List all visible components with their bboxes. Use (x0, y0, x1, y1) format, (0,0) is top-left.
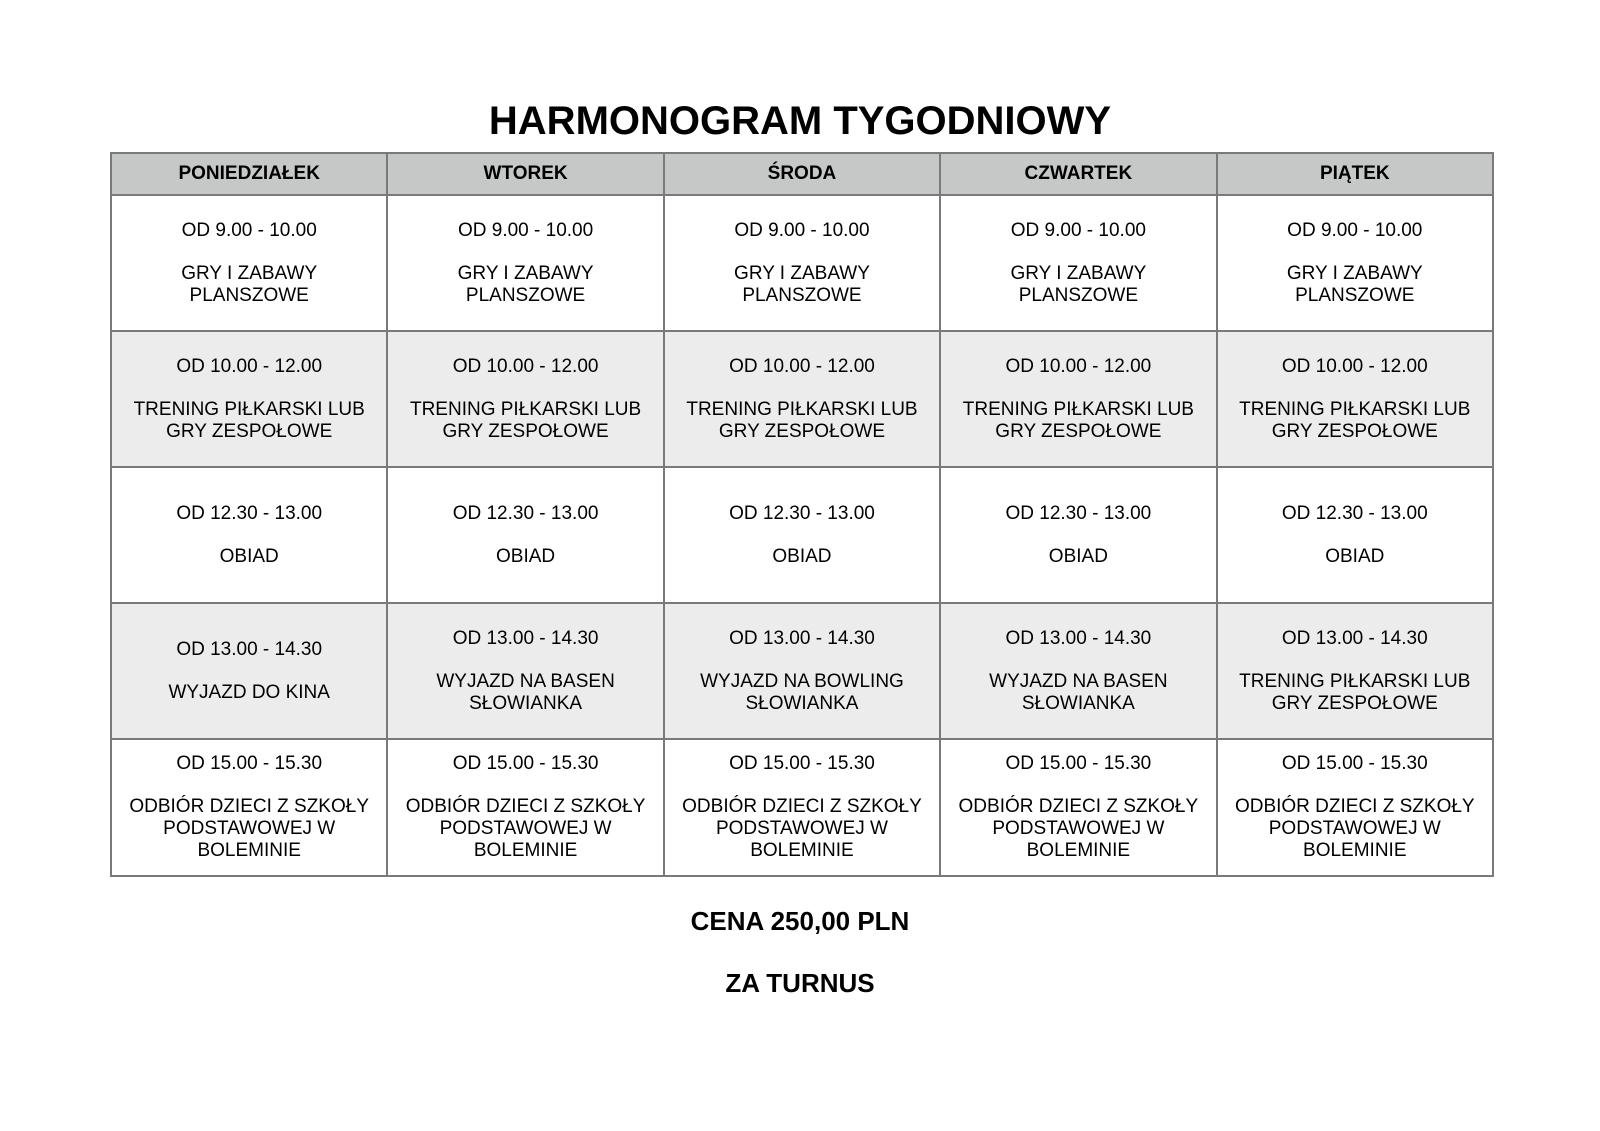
activity-name: OBIAD (496, 545, 556, 567)
activity-name: WYJAZD NA BASEN SŁOWIANKA (989, 670, 1168, 714)
activity-name: TRENING PIŁKARSKI LUB GRY ZESPOŁOWE (686, 398, 918, 442)
schedule-cell-monday (111, 195, 387, 331)
activity-name: GRY I ZABAWY PLANSZOWE (181, 262, 318, 306)
schedule-cell-thursday (940, 739, 1216, 876)
activity-name: GRY I ZABAWY PLANSZOWE (1286, 262, 1423, 306)
schedule-cell-tuesday (387, 467, 663, 603)
price-period: ZA TURNUS (725, 968, 875, 998)
time-slot: OD 9.00 - 10.00 (457, 219, 594, 241)
schedule-cell-tuesday (387, 603, 663, 739)
time-slot: OD 12.30 - 13.00 (452, 502, 599, 524)
time-slot: OD 10.00 - 12.00 (176, 355, 323, 377)
activity-name: OBIAD (219, 545, 279, 567)
day-header-tuesday: WTOREK (387, 153, 663, 195)
schedule-cell-thursday (940, 467, 1216, 603)
activity-name: ODBIÓR DZIECI Z SZKOŁY PODSTAWOWEJ W BOLEMINIE (1234, 796, 1475, 861)
time-slot: OD 9.00 - 10.00 (181, 219, 317, 241)
time-slot: OD 15.00 - 15.30 (729, 753, 875, 774)
time-slot: OD 9.00 - 10.00 (734, 219, 870, 241)
schedule-cell-thursday (940, 603, 1216, 739)
schedule-cell-friday (1217, 739, 1493, 876)
table-row (111, 467, 1493, 603)
time-slot: OD 9.00 - 10.00 (1010, 219, 1146, 241)
time-slot: OD 12.30 - 13.00 (1281, 502, 1428, 524)
activity-name: WYJAZD NA BASEN SŁOWIANKA (436, 670, 615, 714)
schedule-cell-friday (1217, 467, 1493, 603)
price-amount: CENA 250,00 PLN (690, 906, 910, 936)
schedule-cell-tuesday (387, 195, 663, 331)
time-slot: OD 15.00 - 15.30 (1281, 753, 1428, 774)
time-slot: OD 13.00 - 14.30 (452, 627, 599, 649)
time-slot: OD 15.00 - 15.30 (452, 753, 599, 774)
activity-name: WYJAZD NA BOWLING SŁOWIANKA (700, 670, 904, 714)
time-slot: OD 13.00 - 14.30 (1281, 627, 1428, 649)
time-slot: OD 9.00 - 10.00 (1287, 219, 1423, 241)
activity-name: WYJAZD DO KINA (168, 681, 330, 703)
table-row (111, 739, 1493, 876)
activity-name: TRENING PIŁKARSKI LUB GRY ZESPOŁOWE (1239, 670, 1471, 714)
activity-name: OBIAD (1048, 545, 1108, 567)
time-slot: OD 15.00 - 15.30 (1005, 753, 1152, 774)
activity-name: TRENING PIŁKARSKI LUB GRY ZESPOŁOWE (409, 398, 642, 442)
activity-name: TRENING PIŁKARSKI LUB GRY ZESPOŁOWE (133, 398, 365, 442)
page-title: HARMONOGRAM TYGODNIOWY (488, 99, 1112, 143)
schedule-cell-wednesday (664, 603, 940, 739)
day-header-thursday: CZWARTEK (940, 153, 1216, 195)
time-slot: OD 13.00 - 14.30 (729, 627, 875, 649)
activity-name: OBIAD (772, 545, 832, 567)
activity-name: GRY I ZABAWY PLANSZOWE (457, 262, 594, 306)
time-slot: OD 12.30 - 13.00 (1005, 502, 1152, 524)
day-header-monday: PONIEDZIAŁEK (111, 153, 387, 195)
schedule-cell-wednesday (664, 739, 940, 876)
time-slot: OD 13.00 - 14.30 (176, 638, 323, 660)
schedule-cell-monday (111, 331, 387, 467)
activity-name: OBIAD (1325, 545, 1385, 567)
activity-name: TRENING PIŁKARSKI LUB GRY ZESPOŁOWE (1239, 398, 1471, 442)
schedule-cell-monday (111, 739, 387, 876)
activity-name: ODBIÓR DZIECI Z SZKOŁY PODSTAWOWEJ W BOLEMINIE (958, 796, 1199, 861)
time-slot: OD 10.00 - 12.00 (452, 355, 599, 377)
table-row (111, 331, 1493, 467)
schedule-cell-friday (1217, 331, 1493, 467)
schedule-cell-thursday (940, 331, 1216, 467)
schedule-cell-wednesday (664, 331, 940, 467)
table-header-row (111, 153, 1493, 195)
time-slot: OD 10.00 - 12.00 (729, 355, 875, 377)
table-row (111, 603, 1493, 739)
schedule-cell-friday (1217, 603, 1493, 739)
schedule-cell-friday (1217, 195, 1493, 331)
activity-name: GRY I ZABAWY PLANSZOWE (734, 262, 870, 306)
activity-name: ODBIÓR DZIECI Z SZKOŁY PODSTAWOWEJ W BOLEMINIE (405, 796, 646, 861)
schedule-cell-thursday (940, 195, 1216, 331)
schedule-cell-monday (111, 467, 387, 603)
time-slot: OD 15.00 - 15.30 (176, 753, 323, 774)
schedule-cell-monday (111, 603, 387, 739)
activity-name: ODBIÓR DZIECI Z SZKOŁY PODSTAWOWEJ W BOLEMINIE (129, 796, 370, 861)
activity-name: ODBIÓR DZIECI Z SZKOŁY PODSTAWOWEJ W BOLEMINIE (682, 796, 922, 861)
schedule-cell-tuesday (387, 739, 663, 876)
schedule-body (111, 195, 1493, 876)
time-slot: OD 10.00 - 12.00 (1005, 355, 1152, 377)
schedule-cell-wednesday (664, 195, 940, 331)
schedule-cell-wednesday (664, 467, 940, 603)
activity-name: GRY I ZABAWY PLANSZOWE (1010, 262, 1147, 306)
day-header-wednesday: ŚRODA (664, 153, 940, 195)
activity-name: TRENING PIŁKARSKI LUB GRY ZESPOŁOWE (962, 398, 1194, 442)
time-slot: OD 12.30 - 13.00 (729, 502, 875, 524)
day-header-friday: PIĄTEK (1217, 153, 1493, 195)
time-slot: OD 13.00 - 14.30 (1005, 627, 1152, 649)
table-row (111, 195, 1493, 331)
weekly-schedule-table (110, 152, 1494, 877)
time-slot: OD 12.30 - 13.00 (176, 502, 323, 524)
schedule-cell-tuesday (387, 331, 663, 467)
time-slot: OD 10.00 - 12.00 (1281, 355, 1428, 377)
